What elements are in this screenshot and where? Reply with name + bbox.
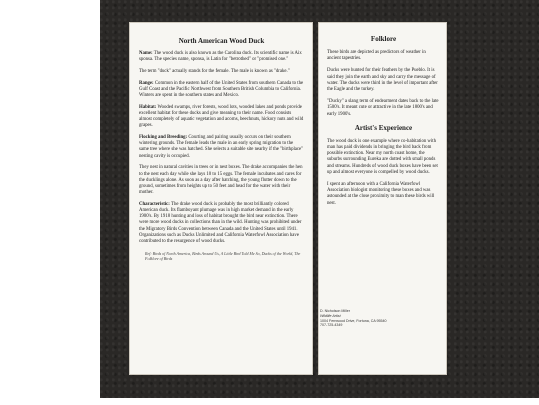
artist-role: Wildlife Artist <box>320 313 341 318</box>
paragraph-text: Common in the eastern half of the United States from southern Canada to the Gulf Coast and the Pacific Northwest from Southern British Columbia to California. Winters are spent in the southern states and Mexico. <box>139 80 304 99</box>
paragraph-text: The term "duck" actually stands for the female. The male is known as "drake." <box>139 68 290 74</box>
artist-signature-block <box>320 309 430 328</box>
paragraph: "Ducky" a slang term of endearment dates back to the late 1500's. It meant cute or attractive in the late 1800's and early 1900's. <box>327 99 439 117</box>
folklore-paragraphs <box>327 50 440 118</box>
paragraph-label: Range: <box>139 80 154 86</box>
paragraph-text: The wood duck is also known as the Carolina duck. Its scientific name is Aix sponsa. The species name, sponsa, is Latin for "betrothed" or "promised one." <box>139 51 302 63</box>
artist-address: 1004 Fernwood Drive, Fortuna, CA 95540 <box>320 318 387 323</box>
paragraph <box>139 202 304 245</box>
artist-phone: 707-725-4349 <box>320 323 343 328</box>
paragraph-label: Name: <box>139 51 153 56</box>
folklore-heading: Folklore <box>370 35 397 43</box>
paragraph <box>139 105 304 130</box>
artist-experience-heading: Artist's Experience <box>354 123 413 132</box>
paragraph: The wood duck is one example where co-habitation with man has paid dividends in bringing the bird back from possible extinction. Near my north coast home, the suburbs surrounding Eureka are dotted with small ponds and streams. Hundreds of wood duck boxes have been set up and almost everyone is compelled by wood ducks. <box>327 138 438 175</box>
paragraph-list <box>139 51 304 245</box>
paragraph: These birds are depicted as predictors of weather in ancient tapestries. <box>327 50 426 62</box>
paragraph-text: The drake wood duck is probably the most brilliantly colored American duck. Its flamboyant plumage was in high market demand in the early 1900's. By 1918 hunting and loss of habitat brought the bird near extinction. There were more wood ducks in collections than in the wild. Hunting was prohibited under the Migratory Birds Convention between Canada and the United States until 1941. Organizations such as Ducks Unlimited and California Waterfowl Association have contributed to the resurgence of wood ducks. <box>139 201 302 245</box>
paragraph-label: Habitat: <box>139 104 157 110</box>
paragraph <box>139 135 304 160</box>
reference-note: Ref: Birds of North America, Birds Around Us, A Little Bird Told Me So, Ducks of the World, The Folklore of Birds <box>145 250 301 261</box>
paragraph: I spent an afternoon with a California Waterfowl Association biologist monitoring these boxes and was astounded at the close proximity to man these birds will nest. <box>327 182 435 206</box>
artist-paragraphs <box>327 139 440 207</box>
paragraph-text: Courting and pairing usually occurs on their southern wintering grounds. The female leads the male in an early spring migration to the same tree where she was hatched. She selects a suitable site nearby if the "birthplace" nesting cavity is occupied. <box>139 135 304 159</box>
paragraph: Ducks were hunted for their feathers by the Pueblo. It is said they join the earth and sky and carry the message of water. The ducks were third in the level of important after the Eagle and the turkey. <box>327 68 438 93</box>
paragraph <box>139 165 304 196</box>
info-sheet-left <box>129 22 313 375</box>
paragraph-label: Flocking and Breeding: <box>139 135 188 141</box>
sheet-title: North American Wood Duck <box>178 37 265 45</box>
paragraph <box>139 81 304 100</box>
paragraph <box>139 51 304 63</box>
paragraph-text: They nest in natural cavities in trees or in nest boxes. The drake accompanies the hen to the nest each day while she lays 10 to 15 eggs. The female incubates and cares for the ducklings alone. As soon as a day after hatching, the young flutter down to the ground, sometimes from heights up to 50 feet and head for the water with their mother. <box>139 165 303 196</box>
artist-name: D. Nicholson Miller <box>320 309 350 313</box>
paragraph-label: Characteristic: <box>139 201 170 207</box>
paragraph-text: Wooded swamps, river forests, wood lots, wooded lakes and ponds provide excellent habitat for these ducks and give meaning to their name. Food consists almost completely of aquatic vegetation and acorns, beechnuts, hickory nuts and wild grapes. <box>139 104 304 129</box>
paragraph <box>139 69 304 75</box>
